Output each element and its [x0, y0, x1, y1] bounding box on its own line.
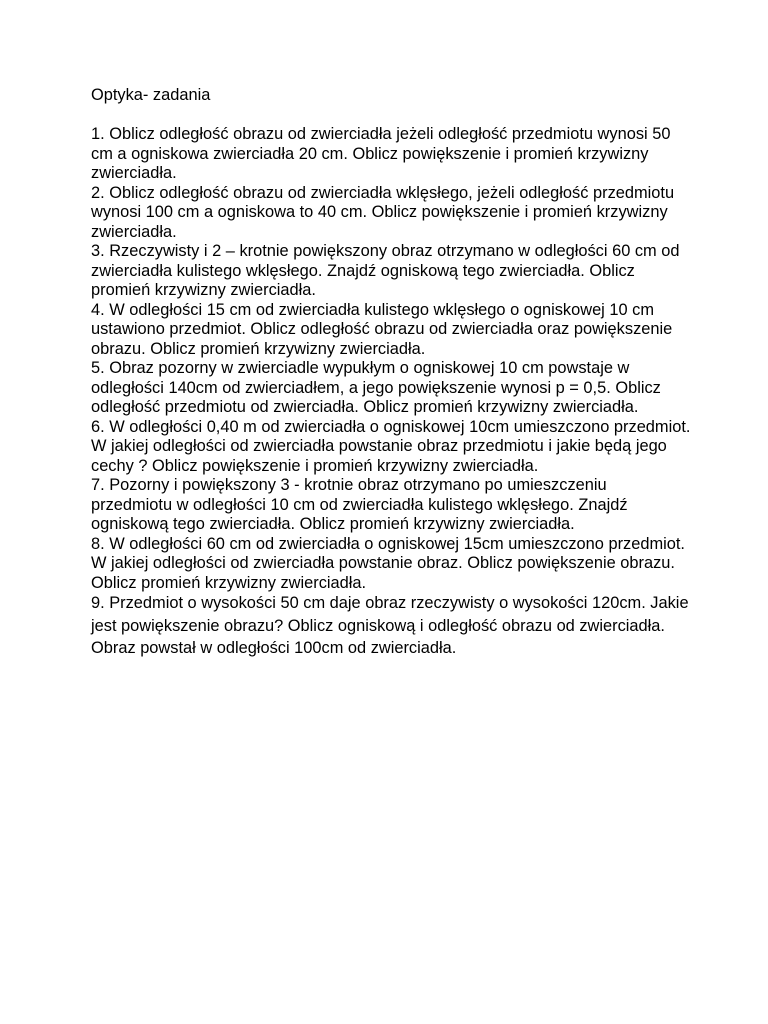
document-title: Optyka- zadania	[91, 86, 211, 104]
problem-1: 1. Oblicz odległość obrazu od zwierciadła jeżeli odległość przedmiotu wynosi 50 cm a ogniskowa zwierciadła 20 cm. Oblicz powiększenie i promień krzywizny zwierciadła.	[91, 125, 671, 182]
problem-4: 4. W odległości 15 cm od zwierciadła kulistego wklęsłego o ogniskowej 10 cm ustawiono przedmiot. Oblicz odległość obrazu od zwierciadła oraz powiększenie obrazu. Oblicz promień krzywizny zwierciadła.	[91, 300, 673, 358]
problem-2: 2. Oblicz odległość obrazu od zwierciadła wklęsłego, jeżeli odległość przedmiotu wynosi 100 cm a ogniskowa to 40 cm. Oblicz powiększenie i promień krzywizny zwierciadła.	[91, 183, 675, 241]
problem-3: 3. Rzeczywisty i 2 – krotnie powiększony obraz otrzymano w odległości 60 cm od zwierciadła kulistego wklęsłego. Znajdź ogniskową tego zwierciadła. Oblicz promień krzywizny zwierciadła.	[91, 242, 680, 299]
problem-6: 6. W odległości 0,40 m od zwierciadła o ogniskowej 10cm umieszczono przedmiot. W jakiej odległości od zwierciadła powstanie obraz przedmiotu i jakie będą jego cechy ? Oblicz powiększenie i promień krzywizny zwierciadła.	[91, 417, 691, 475]
problem-7: 7. Pozorny i powiększony 3 - krotnie obraz otrzymano po umieszczeniu przedmiotu w odległości 10 cm od zwierciadła kulistego wklęsłego. Znajdź ogniskową tego zwierciadła. Oblicz promień krzywizny zwierciadła.	[91, 476, 628, 533]
problem-8: 8. W odległości 60 cm od zwierciadła o ogniskowej 15cm umieszczono przedmiot. W jakiej odległości od zwierciadła powstanie obraz. Oblicz powiększenie obrazu. Oblicz promień krzywizny zwierciadła.	[91, 534, 685, 592]
document-body	[91, 86, 691, 660]
problem-9: 9. Przedmiot o wysokości 50 cm daje obraz rzeczywisty o wysokości 120cm. Jakie jest powiększenie obrazu? Oblicz ogniskową i odległość obrazu od zwierciadła. Obraz powstał w odległości 100cm od zwierciadła.	[91, 594, 689, 657]
problem-5: 5. Obraz pozorny w zwierciadle wypukłym o ogniskowej 10 cm powstaje w odległości 140cm od zwierciadłem, a jego powiększenie wynosi p = 0,5. Oblicz odległość przedmiotu od zwierciadła. Oblicz promień krzywizny zwierciadła.	[91, 359, 661, 416]
